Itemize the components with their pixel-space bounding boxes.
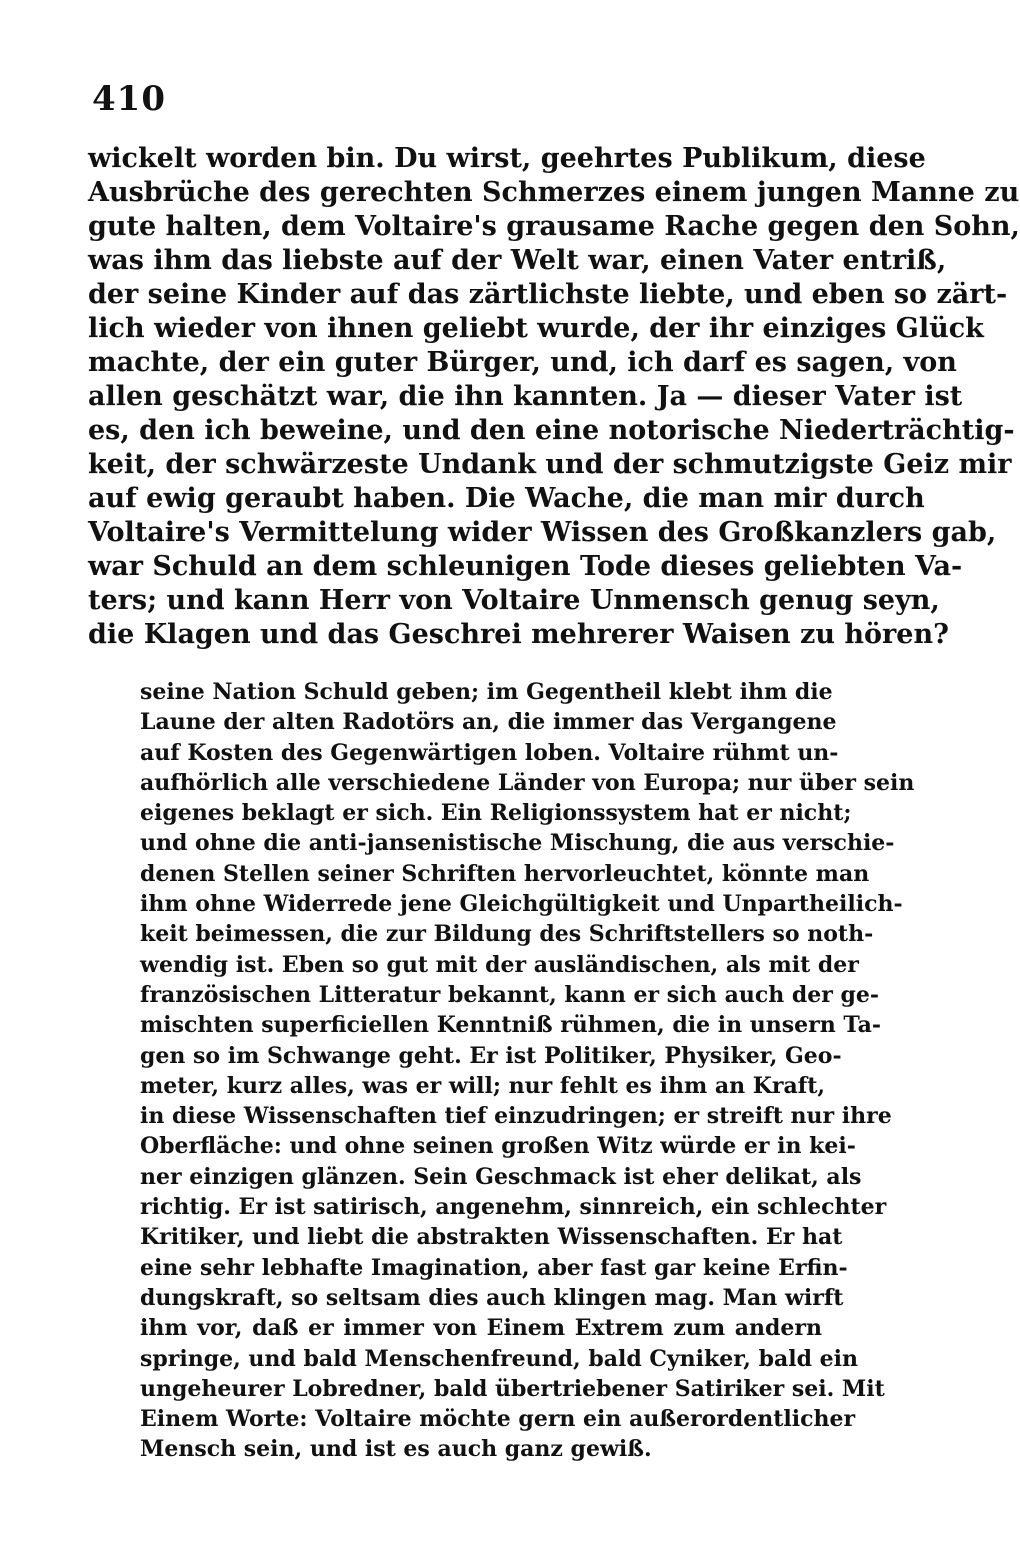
- footnote-line: wendig ist. Eben so gut mit der ausländischen, als mit der: [140, 951, 859, 978]
- footnote-line: gen so im Schwange geht. Er ist Politiker, Physiker, Geo-: [140, 1042, 842, 1069]
- main-text-line: ters; und kann Herr von Voltaire Unmensch genug seyn,: [88, 585, 940, 616]
- footnote-line: ner einzigen glänzen. Sein Geschmack ist eher delikat, als: [140, 1163, 862, 1190]
- main-text-line: die Klagen und das Geschrei mehrerer Waisen zu hören?: [88, 619, 949, 650]
- main-text-line: was ihm das liebste auf der Welt war, einen Vater entriß,: [88, 245, 947, 276]
- footnote-line: eine sehr lebhafte Imagination, aber fast gar keine Erfin-: [140, 1254, 848, 1281]
- main-text-line: wickelt worden bin. Du wirst, geehrtes Publikum, diese: [88, 143, 926, 174]
- footnote-line: meter, kurz alles, was er will; nur fehlt es ihm an Kraft,: [140, 1072, 826, 1099]
- footnote-line: dungskraft, so seltsam dies auch klingen mag. Man wirft: [140, 1284, 844, 1311]
- footnote-line: ihm ohne Widerrede jene Gleichgültigkeit und Unpartheilich-: [140, 891, 903, 918]
- footnote-line: Einem Worte: Voltaire möchte gern ein außerordentlicher: [140, 1406, 856, 1433]
- footnote-line: keit beimessen, die zur Bildung des Schriftstellers so noth-: [140, 921, 874, 948]
- main-text-line: Voltaire's Vermittelung wider Wissen des Großkanzlers gab,: [88, 517, 997, 548]
- main-text-block: [88, 142, 1020, 652]
- footnote-line: aufhörlich alle verschiedene Länder von Europa; nur über sein: [140, 769, 915, 796]
- main-text-line: der seine Kinder auf das zärtlichste liebte, und eben so zärt-: [88, 279, 1008, 310]
- main-text-line: Ausbrüche des gerechten Schmerzes einem jungen Manne zu: [88, 177, 1020, 208]
- footnote-line: französischen Litteratur bekannt, kann er sich auch der ge-: [140, 981, 880, 1008]
- footnote-line: eigenes beklagt er sich. Ein Religionssystem hat er nicht;: [140, 800, 852, 827]
- footnote-line: Laune der alten Radotörs an, die immer das Vergangene: [140, 709, 837, 736]
- footnote-line: und ohne die anti-jansenistische Mischung, die aus verschie-: [140, 830, 895, 857]
- main-text-line: war Schuld an dem schleunigen Tode dieses geliebten Va-: [88, 551, 963, 582]
- footnote-line: springe, und bald Menschenfreund, bald Cyniker, bald ein: [140, 1345, 858, 1372]
- footnote-line: in diese Wissenschaften tief einzudringen; er streift nur ihre: [140, 1103, 892, 1130]
- main-text-line: keit, der schwärzeste Undank und der schmutzigste Geiz mir: [88, 449, 1012, 480]
- main-text-line: gute halten, dem Voltaire's grausame Rache gegen den Sohn,: [88, 211, 1020, 242]
- footnote-line: auf Kosten des Gegenwärtigen loben. Voltaire rühmt un-: [140, 739, 839, 766]
- footnote-line: ungeheurer Lobredner, bald übertriebener Satiriker sei. Mit: [140, 1375, 885, 1402]
- main-text-line: allen geschätzt war, die ihn kannten. Ja — dieser Vater ist: [88, 381, 963, 412]
- footnote-line: ihm vor, daß er immer von Einem Extrem zum andern: [140, 1315, 822, 1342]
- main-text-line: auf ewig geraubt haben. Die Wache, die man mir durch: [88, 483, 925, 514]
- footnote-line: mischten superficiellen Kenntniß rühmen, die in unsern Ta-: [140, 1012, 882, 1039]
- footnote-line: Oberfläche: und ohne seinen großen Witz würde er in kei-: [140, 1133, 856, 1160]
- footnote-line: seine Nation Schuld geben; im Gegentheil klebt ihm die: [140, 679, 833, 705]
- main-text-line: es, den ich beweine, und den eine notorische Niederträchtig-: [88, 415, 1015, 446]
- page-number: 410: [92, 79, 166, 119]
- footnote-line: Mensch sein, und ist es auch ganz gewiß.: [140, 1436, 652, 1463]
- footnote-line: denen Stellen seiner Schriften hervorleuchtet, könnte man: [140, 860, 870, 887]
- footnote-block: [140, 677, 915, 1465]
- footnote-line: richtig. Er ist satirisch, angenehm, sinnreich, ein schlechter: [140, 1194, 887, 1221]
- main-text-line: machte, der ein guter Bürger, und, ich darf es sagen, von: [88, 347, 957, 378]
- main-text-line: lich wieder von ihnen geliebt wurde, der ihr einziges Glück: [88, 313, 984, 344]
- footnote-line: Kritiker, und liebt die abstrakten Wissenschaften. Er hat: [140, 1224, 843, 1251]
